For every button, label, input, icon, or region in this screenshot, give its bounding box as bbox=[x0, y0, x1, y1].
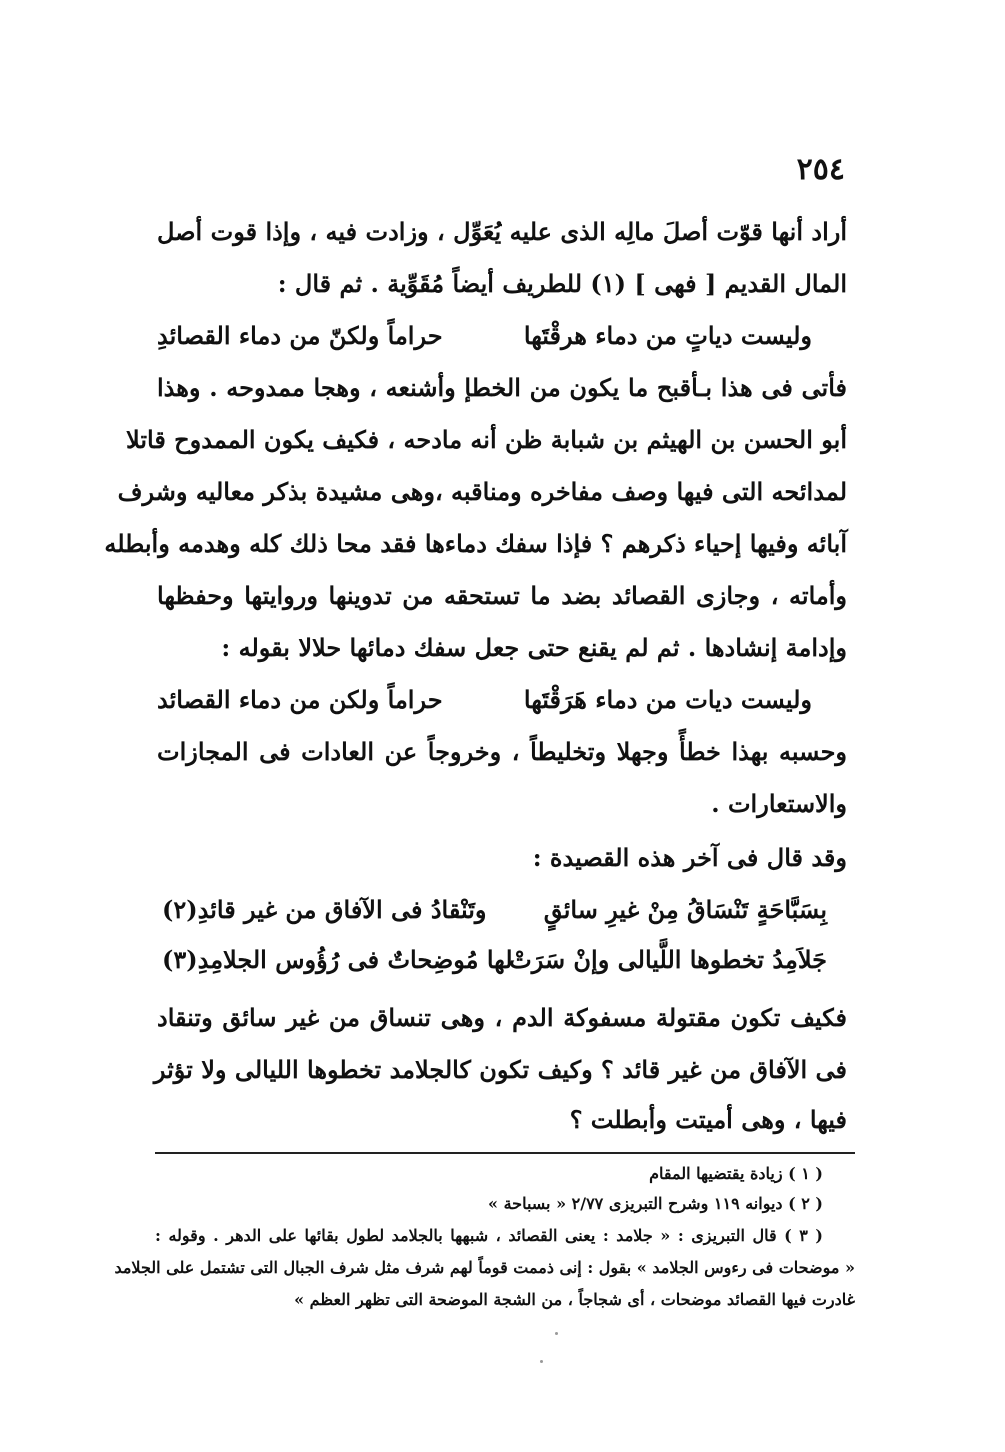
verse-left-hemistich: حراماً ولكن من دماء القصائد bbox=[157, 685, 443, 714]
footnote: « موضحات فى رءوس الجلامد » بقول : إنى ذممت قوماً لهم شرف مثل شرف الجبال التى تشتمل على الجلامد bbox=[114, 1258, 855, 1277]
text-line: لمدائحه التى فيها وصف مفاخره ومناقبه ،وهى مشيدة بذكر معاليه وشرف bbox=[117, 477, 847, 506]
footnote-divider bbox=[155, 1152, 855, 1154]
page-number: ٢٥٤ bbox=[796, 152, 845, 187]
footnote: غادرت فيها القصائد موضحات ، أى شجاجاً ، من الشجة الموضحة التى تظهر العظم » bbox=[294, 1290, 855, 1309]
verse-left-hemistich: لها مُوضِحاتٌ فى رُؤُوس الجلامِدِ(٣) bbox=[162, 945, 513, 974]
verse-left-hemistich: وتَنْقادُ فى الآفاق من غير قائدِ(٢) bbox=[162, 895, 487, 924]
text-line: أبو الحسن بن الهيثم بن شبابة ظن أنه مادحه ، فكيف يكون الممدوح قاتلا bbox=[126, 425, 847, 454]
footnote: ( ١ ) زيادة يقتضيها المقام bbox=[649, 1164, 823, 1183]
verse-right-hemistich: بِسَبَّاحَةٍ تَنْسَاقُ مِنْ غيرِ سائقٍ bbox=[543, 895, 827, 924]
verse-right-hemistich: جَلاَمِدُ تخطوها اللَّيالى وإنْ سَرَتْ bbox=[509, 945, 827, 974]
text-line: والاستعارات . bbox=[711, 789, 847, 818]
verse-right-hemistich: وليست دياتٍ من دماء هرقْتَها bbox=[523, 321, 812, 350]
verse-right-hemistich: وليست ديات من دماء هَرَقْتَها bbox=[523, 685, 812, 714]
text-line: وأماته ، وجازى القصائد بضد ما تستحقه من تدوينها وروايتها وحفظها bbox=[157, 581, 847, 610]
text-line: فى الآفاق من غير قائد ؟ وكيف تكون كالجلامد تخطوها الليالى ولا تؤثر bbox=[153, 1055, 847, 1084]
text-line: فكيف تكون مقتولة مسفوكة الدم ، وهى تنساق من غير سائق وتنقاد bbox=[157, 1003, 847, 1032]
footnote: ( ٣ ) قال التبريزى : « جلامد : يعنى القصائد ، شبهها بالجلامد لطول بقائها على الدهر . وقوله : bbox=[155, 1226, 824, 1245]
text-line: أراد أنها قوّت أصلَ مالِه الذى عليه يُعَوِّل ، وزادت فيه ، وإذا قوت أصل bbox=[157, 217, 847, 246]
text-line: آبائه وفيها إحياء ذكرهم ؟ فإذا سفك دماءها فقد محا ذلك كله وهدمه وأبطله bbox=[104, 529, 847, 558]
text-line: وإدامة إنشادها . ثم لم يقنع حتى جعل سفك دمائها حلالا بقوله : bbox=[221, 633, 847, 662]
scan-speck bbox=[540, 1360, 543, 1363]
scan-speck bbox=[555, 1332, 558, 1335]
text-line: فأتى فى هذا بـأقبح ما يكون من الخطإ وأشنعه ، وهجا ممدوحه . وهذا bbox=[157, 373, 848, 402]
text-line: وحسبه بهذا خطأً وجهلا وتخليطاً ، وخروجاً عن العادات فى المجازات bbox=[157, 737, 847, 766]
footnote: ( ٢ ) ديوانه ١١٩ وشرح التبريزى ٢/٧٧ « بسباحة » bbox=[488, 1194, 823, 1213]
text-line: وقد قال فى آخر هذه القصيدة : bbox=[532, 843, 847, 872]
text-line: فيها ، وهى أميتت وأبطلت ؟ bbox=[569, 1105, 847, 1134]
text-line: المال القديم [ فهى ] (١) للطريف أيضاً مُقَوِّية . ثم قال : bbox=[277, 269, 847, 298]
verse-left-hemistich: حراماً ولكنّ من دماء القصائدِ bbox=[157, 321, 443, 350]
